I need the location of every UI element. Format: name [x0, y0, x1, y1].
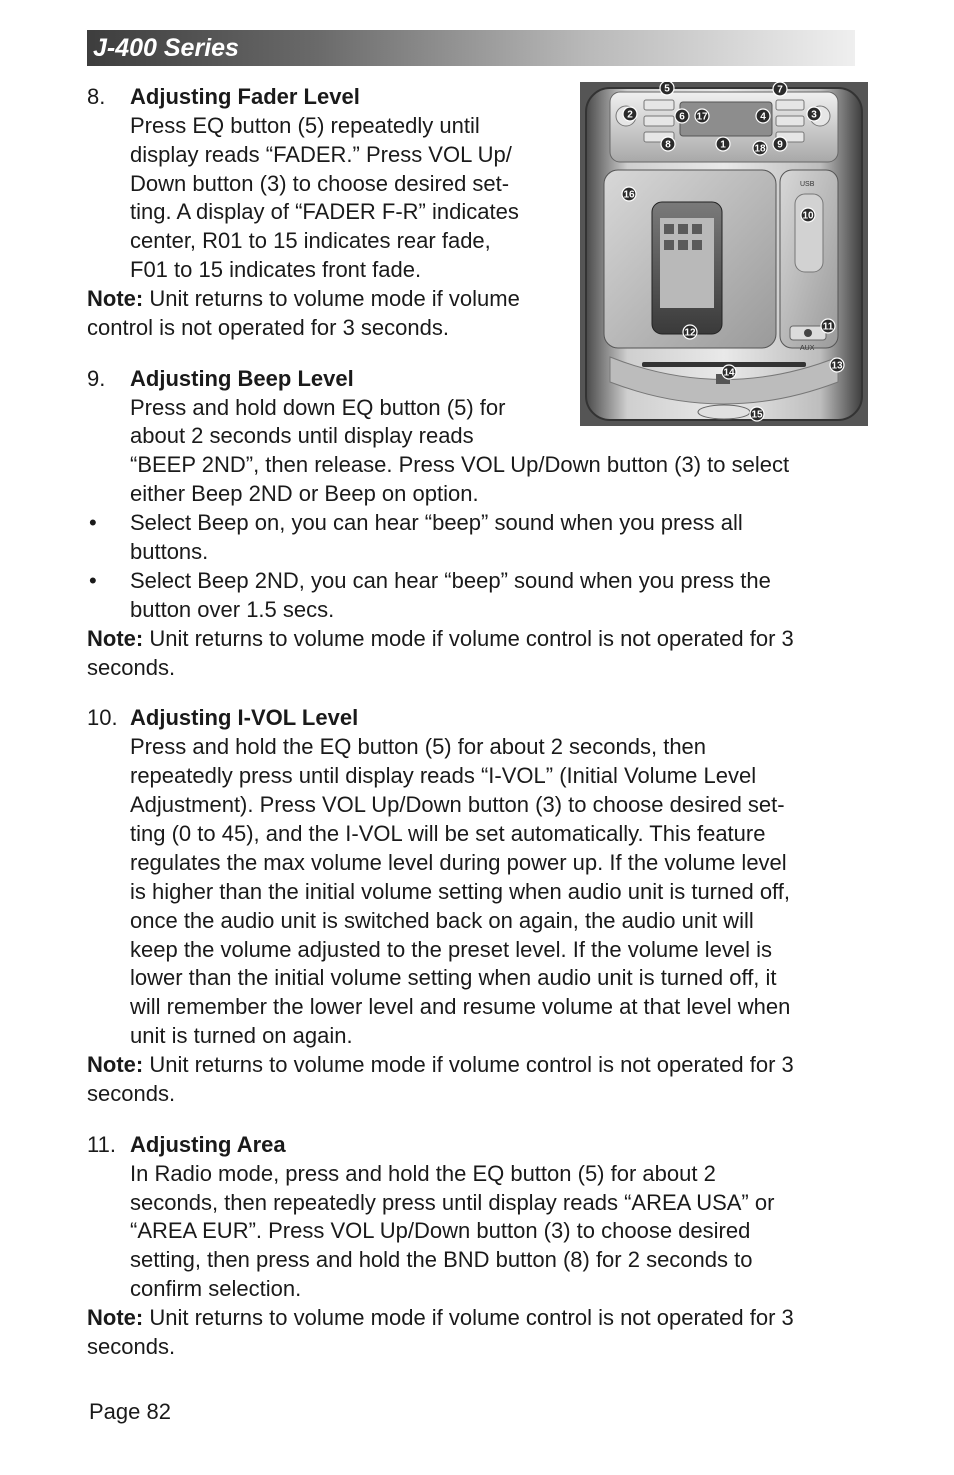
note-text: Unit returns to volume mode if volume control is not operated for 3: [143, 626, 794, 651]
section-8-line: Press EQ button (5) repeatedly until: [130, 113, 480, 138]
section-10-line: Press and hold the EQ button (5) for about 2 seconds, then: [130, 734, 707, 759]
note-label: Note:: [87, 286, 144, 311]
svg-text:5: 5: [664, 83, 670, 95]
section-9-bullet-line: Select Beep 2ND, you can hear “beep” sound when you press the: [130, 568, 771, 593]
section-8-heading: Adjusting Fader Level: [130, 84, 360, 109]
svg-text:8: 8: [665, 139, 671, 151]
svg-text:16: 16: [623, 189, 635, 201]
section-10-note: [87, 1050, 794, 1079]
note-text: Unit returns to volume mode if volume control is not operated for 3: [143, 1052, 794, 1077]
callout-18: [753, 141, 767, 155]
note-label: Note:: [87, 1052, 144, 1077]
callout-17: [695, 109, 709, 123]
callout-14: [722, 365, 736, 379]
callout-12: [683, 325, 697, 339]
svg-text:7: 7: [777, 84, 783, 96]
document-title: J-400 Series: [93, 34, 239, 62]
section-8-note-line: control is not operated for 3 seconds.: [87, 315, 449, 340]
callout-4: [756, 109, 770, 123]
section-10-line: Adjustment). Press VOL Up/Down button (3) to choose desired set-: [130, 792, 785, 817]
svg-text:11: 11: [822, 321, 834, 333]
callout-13: [830, 358, 844, 372]
section-9-line: about 2 seconds until display reads: [130, 423, 474, 448]
section-8-line: F01 to 15 indicates front fade.: [130, 257, 422, 282]
callout-16: [622, 187, 636, 201]
callout-8: [661, 137, 675, 151]
svg-text:3: 3: [811, 109, 817, 121]
section-9-note-line: seconds.: [87, 655, 176, 680]
section-10-line: unit is turned on again.: [130, 1023, 353, 1048]
callout-2: [623, 107, 637, 121]
section-11-note-line: seconds.: [87, 1334, 176, 1359]
header-bar: [87, 30, 855, 66]
section-9-line: Press and hold down EQ button (5) for: [130, 395, 506, 420]
section-11-line: confirm selection.: [130, 1276, 302, 1301]
svg-text:9: 9: [777, 139, 783, 151]
svg-text:17: 17: [696, 111, 708, 123]
callout-11: [821, 319, 835, 333]
svg-text:10: 10: [802, 210, 814, 222]
section-10-number: 10.: [87, 705, 118, 730]
section-10-heading: Adjusting I-VOL Level: [130, 705, 359, 730]
callout-5: [660, 82, 674, 95]
section-11-line: “AREA EUR”. Press VOL Up/Down button (3) to choose desired: [130, 1218, 751, 1243]
callout-3: [807, 107, 821, 121]
callout-10: [801, 208, 815, 222]
callout-15: [750, 407, 764, 421]
section-8-line: Down button (3) to choose desired set-: [130, 171, 510, 196]
svg-text:4: 4: [760, 111, 766, 123]
svg-text:12: 12: [684, 327, 696, 339]
section-9-bullet-line: buttons.: [130, 539, 209, 564]
section-8-line: ting. A display of “FADER F-R” indicates: [130, 199, 519, 224]
section-10-line: repeatedly press until display reads “I-VOL” (Initial Volume Level: [130, 763, 757, 788]
section-9-line: either Beep 2ND or Beep on option.: [130, 481, 479, 506]
section-11-line: seconds, then repeatedly press until display reads “AREA USA” or: [130, 1190, 775, 1215]
svg-text:15: 15: [751, 409, 763, 421]
section-10-note-line: seconds.: [87, 1081, 176, 1106]
bullet-marker: •: [89, 568, 97, 593]
section-9-bullet-line: button over 1.5 secs.: [130, 597, 335, 622]
section-9-bullet-line: Select Beep on, you can hear “beep” sound when you press all: [130, 510, 743, 535]
note-text: Unit returns to volume mode if volume: [143, 286, 520, 311]
section-11-note: [87, 1303, 794, 1332]
section-10-line: will remember the lower level and resume volume at that level when: [130, 994, 791, 1019]
note-text: Unit returns to volume mode if volume control is not operated for 3: [143, 1305, 794, 1330]
svg-text:13: 13: [831, 360, 843, 372]
page-number: Page 82: [89, 1399, 171, 1424]
section-8-number: 8.: [87, 84, 106, 109]
section-10-line: keep the volume adjusted to the preset level. If the volume level is: [130, 937, 773, 962]
callout-1: [716, 137, 730, 151]
svg-text:2: 2: [627, 109, 633, 121]
section-11-heading: Adjusting Area: [130, 1132, 286, 1157]
section-10-line: ting (0 to 45), and the I-VOL will be set automatically. This feature: [130, 821, 766, 846]
note-label: Note:: [87, 626, 144, 651]
section-11-line: setting, then press and hold the BND button (8) for 2 seconds to: [130, 1247, 753, 1272]
section-8-line: display reads “FADER.” Press VOL Up/: [130, 142, 512, 167]
section-9-line: “BEEP 2ND”, then release. Press VOL Up/Down button (3) to select: [130, 452, 790, 477]
callout-9: [773, 137, 787, 151]
bullet-marker: •: [89, 510, 97, 535]
section-9-number: 9.: [87, 366, 106, 391]
callout-6: [675, 109, 689, 123]
section-8-note: [87, 284, 520, 313]
svg-text:1: 1: [720, 139, 726, 151]
section-9-heading: Adjusting Beep Level: [130, 366, 354, 391]
device-drawing: [580, 82, 868, 426]
callout-7: [773, 82, 787, 96]
device-illustration: [580, 82, 868, 426]
section-11-number: 11.: [87, 1132, 116, 1157]
section-10-line: is higher than the initial volume setting when audio unit is turned off,: [130, 879, 790, 904]
section-9-note: [87, 624, 794, 653]
aux-label: AUX: [800, 345, 815, 352]
svg-text:18: 18: [754, 143, 766, 155]
section-8-line: center, R01 to 15 indicates rear fade,: [130, 228, 491, 253]
section-10-line: once the audio unit is switched back on again, the audio unit will: [130, 908, 754, 933]
section-10-line: lower than the initial volume setting when audio unit is turned off, it: [130, 965, 777, 990]
note-label: Note:: [87, 1305, 144, 1330]
section-10-line: regulates the max volume level during power up. If the volume level: [130, 850, 787, 875]
section-11-line: In Radio mode, press and hold the EQ button (5) for about 2: [130, 1161, 716, 1186]
svg-text:6: 6: [679, 111, 685, 123]
svg-text:14: 14: [723, 367, 735, 379]
usb-label: USB: [800, 181, 815, 188]
